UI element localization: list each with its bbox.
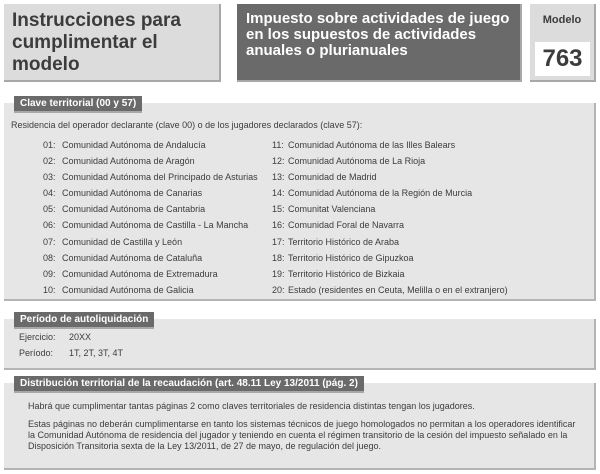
territory-code: 05: [43, 204, 56, 215]
territory-item [43, 185, 258, 201]
territory-list-left [43, 137, 258, 298]
territory-item [43, 201, 258, 217]
instructions-title-box [4, 4, 221, 82]
territory-name: Comunidad Autónoma de Cataluña [62, 252, 203, 263]
period-title: Período de autoliquidación [14, 312, 154, 329]
territorial-intro: Residencia del operador declarante (clave 00) o de los jugadores declarados (clave 57): [11, 120, 363, 130]
territory-name: Territorio Histórico de Bizkaia [288, 268, 405, 279]
territory-name: Comunidad Autónoma de Aragón [62, 156, 195, 167]
territory-code: 03: [43, 172, 56, 183]
period-section [4, 314, 596, 370]
territory-code: 01: [43, 140, 56, 150]
territory-code: 06: [43, 220, 56, 231]
territory-item [43, 169, 258, 185]
tax-title: Impuesto sobre actividades de juego en los supuestos de actividades anuales o plurianuales [246, 10, 510, 59]
territory-item [43, 153, 258, 169]
territory-code: 17: [272, 236, 285, 247]
period-value: 1T, 2T, 3T, 4T [69, 348, 124, 358]
territory-code: 11: [272, 140, 284, 150]
model-box [530, 4, 596, 82]
territory-name: Comunidad Foral de Navarra [288, 220, 405, 231]
territory-name: Comunidad Autónoma de Castilla - La Mancha [62, 220, 249, 231]
exercise-value: 20XX [69, 332, 92, 342]
territory-code: 14: [272, 188, 285, 199]
territory-item [272, 169, 508, 185]
model-label: Modelo [542, 14, 582, 26]
territory-item [272, 266, 508, 282]
territory-item [43, 217, 258, 233]
territory-code: 07: [43, 236, 56, 247]
tax-title-box [237, 4, 522, 82]
period-line [19, 348, 123, 358]
territory-name: Comunidad Autónoma de Andalucía [62, 140, 206, 150]
territory-code: 09: [43, 268, 56, 279]
territorial-section [4, 98, 596, 301]
territory-item [43, 282, 258, 298]
territory-name: Territorio Histórico de Araba [288, 236, 400, 247]
territory-item [272, 282, 508, 298]
territory-code: 15: [272, 204, 285, 215]
territory-name: Comunidad de Castilla y León [62, 236, 183, 247]
distribution-paragraph-2: Estas páginas no deberán cumplimentarse en tanto los sistemas técnicos de juego homologados no permitan a los operadores identificar la Comunidad Autónoma de residencia del jugador y teniendo en cuenta el régimen transitorio de la cesión del impuesto señalado en la Disposición Transitoria sexta de la Ley 13/2011, de 27 de mayo, de regulación del juego. [28, 419, 576, 451]
distribution-section [4, 378, 596, 470]
territory-name: Comunidad Autónoma de La Rioja [288, 156, 426, 167]
territory-code: 02: [43, 156, 56, 167]
territory-name: Comunidad Autónoma de la Región de Murcia [288, 188, 473, 199]
territory-code: 18: [272, 252, 285, 263]
territory-name: Comunidad Autónoma de Cantabria [62, 204, 206, 215]
territory-name: Comunidad de Madrid [288, 172, 377, 183]
territory-item [43, 266, 258, 282]
territory-code: 13: [272, 172, 285, 183]
territory-item [272, 234, 508, 250]
territory-item [43, 137, 258, 153]
territory-code: 16: [272, 220, 285, 231]
instructions-title: Instrucciones para cumplimentar el modelo [12, 10, 181, 75]
territory-code: 08: [43, 252, 56, 263]
territory-name: Comunidad Autónoma de las Illes Balears [288, 140, 456, 150]
territory-code: 20: [272, 284, 285, 295]
territory-code: 19: [272, 268, 285, 279]
exercise-line [19, 332, 91, 342]
territory-name: Comunitat Valenciana [288, 204, 376, 215]
period-label: Período: [19, 348, 54, 358]
territory-list-right [272, 137, 508, 298]
territory-item [272, 185, 508, 201]
territory-code: 10: [43, 284, 56, 295]
territory-name: Territorio Histórico de Gipuzkoa [288, 252, 414, 263]
territory-item [272, 217, 508, 233]
territory-name: Comunidad Autónoma de Galicia [62, 284, 194, 295]
territory-code: 12: [272, 156, 285, 167]
distribution-title: Distribución territorial de la recaudación (art. 48.11 Ley 13/2011 (pág. 2) [14, 376, 364, 393]
territory-name: Comunidad Autónoma de Extremadura [62, 268, 218, 279]
territory-name: Comunidad Autónoma del Principado de Asturias [62, 172, 258, 183]
territory-item [272, 137, 508, 153]
territory-name: Estado (residentes en Ceuta, Melilla o en el extranjero) [288, 284, 508, 295]
exercise-label: Ejercicio: [19, 332, 56, 342]
territory-code: 04: [43, 188, 56, 199]
territory-item [43, 250, 258, 266]
territory-item [272, 250, 508, 266]
distribution-paragraph-1: Habrá que cumplimentar tantas páginas 2 como claves territoriales de residencia distintas tengan los jugadores. [28, 401, 475, 411]
territorial-title: Clave territorial (00 y 57) [14, 96, 142, 113]
territory-item [272, 153, 508, 169]
territory-item [43, 234, 258, 250]
territory-item [272, 201, 508, 217]
territory-name: Comunidad Autónoma de Canarias [62, 188, 203, 199]
model-number: 763 [535, 42, 590, 76]
